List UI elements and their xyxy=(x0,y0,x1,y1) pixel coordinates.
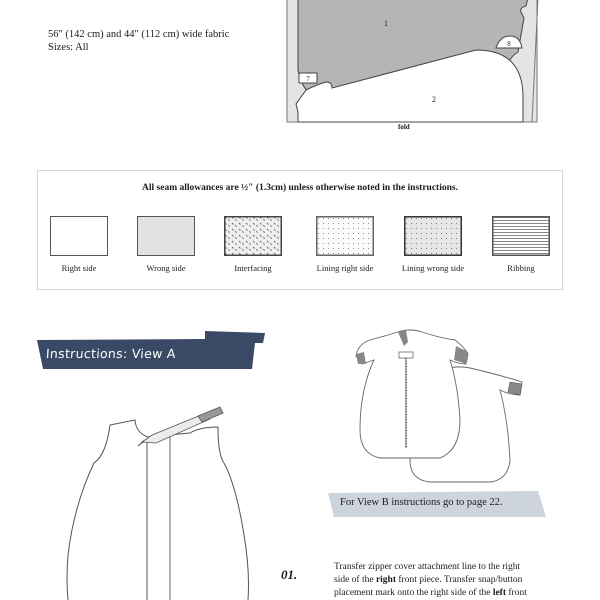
view-b-note: For View B instructions go to page 22. xyxy=(340,497,503,508)
pen-icon xyxy=(138,407,223,446)
swatch-label-ribbing: Ribbing xyxy=(507,263,535,273)
fabric-sizes: Sizes: All xyxy=(48,42,89,53)
swatch-interfacing xyxy=(224,216,282,256)
step-text xyxy=(334,561,574,600)
swatch-ribbing xyxy=(492,216,550,256)
swatch-label-wrong-side: Wrong side xyxy=(146,263,186,273)
fold-label: fold xyxy=(398,123,410,131)
step-line: Transfer zipper cover attachment line to the right xyxy=(334,562,521,572)
cutting-layout-diagram xyxy=(286,0,552,128)
section-title: Instructions: View A xyxy=(45,346,177,361)
view-b-illustration xyxy=(350,320,525,485)
piece-1-label: 1 xyxy=(384,19,388,28)
swatch-right-side xyxy=(50,216,108,256)
seam-allowance-note: All seam allowances are ½" (1.3cm) unless otherwise noted in the instructions. xyxy=(142,183,458,193)
step-line: placement mark onto the right side of the left front xyxy=(334,588,527,598)
swatch-label-lining-wrong-side: Lining wrong side xyxy=(401,263,465,273)
piece-7-label: 7 xyxy=(306,75,310,83)
swatch-lining-wrong-side xyxy=(404,216,462,256)
view-a-illustration xyxy=(60,405,260,600)
fabric-info xyxy=(48,28,229,54)
piece-8-label: 8 xyxy=(507,40,511,48)
fabric-widths: 56" (142 cm) and 44" (112 cm) wide fabric xyxy=(48,29,230,40)
swatch-label-lining-right-side: Lining right side xyxy=(316,263,374,273)
swatch-wrong-side xyxy=(137,216,195,256)
piece-2-label: 2 xyxy=(432,95,436,104)
swatch-lining-right-side xyxy=(316,216,374,256)
swatch-label-interfacing: Interfacing xyxy=(234,263,272,273)
step-number: 01. xyxy=(281,567,298,582)
sleep-sack-outline xyxy=(67,420,249,600)
fabric-legend xyxy=(37,170,563,290)
swatch-label-right-side: Right side xyxy=(61,263,97,273)
step-line: side of the right front piece. Transfer snap/button xyxy=(334,575,523,585)
sleep-sack-front xyxy=(356,330,468,458)
